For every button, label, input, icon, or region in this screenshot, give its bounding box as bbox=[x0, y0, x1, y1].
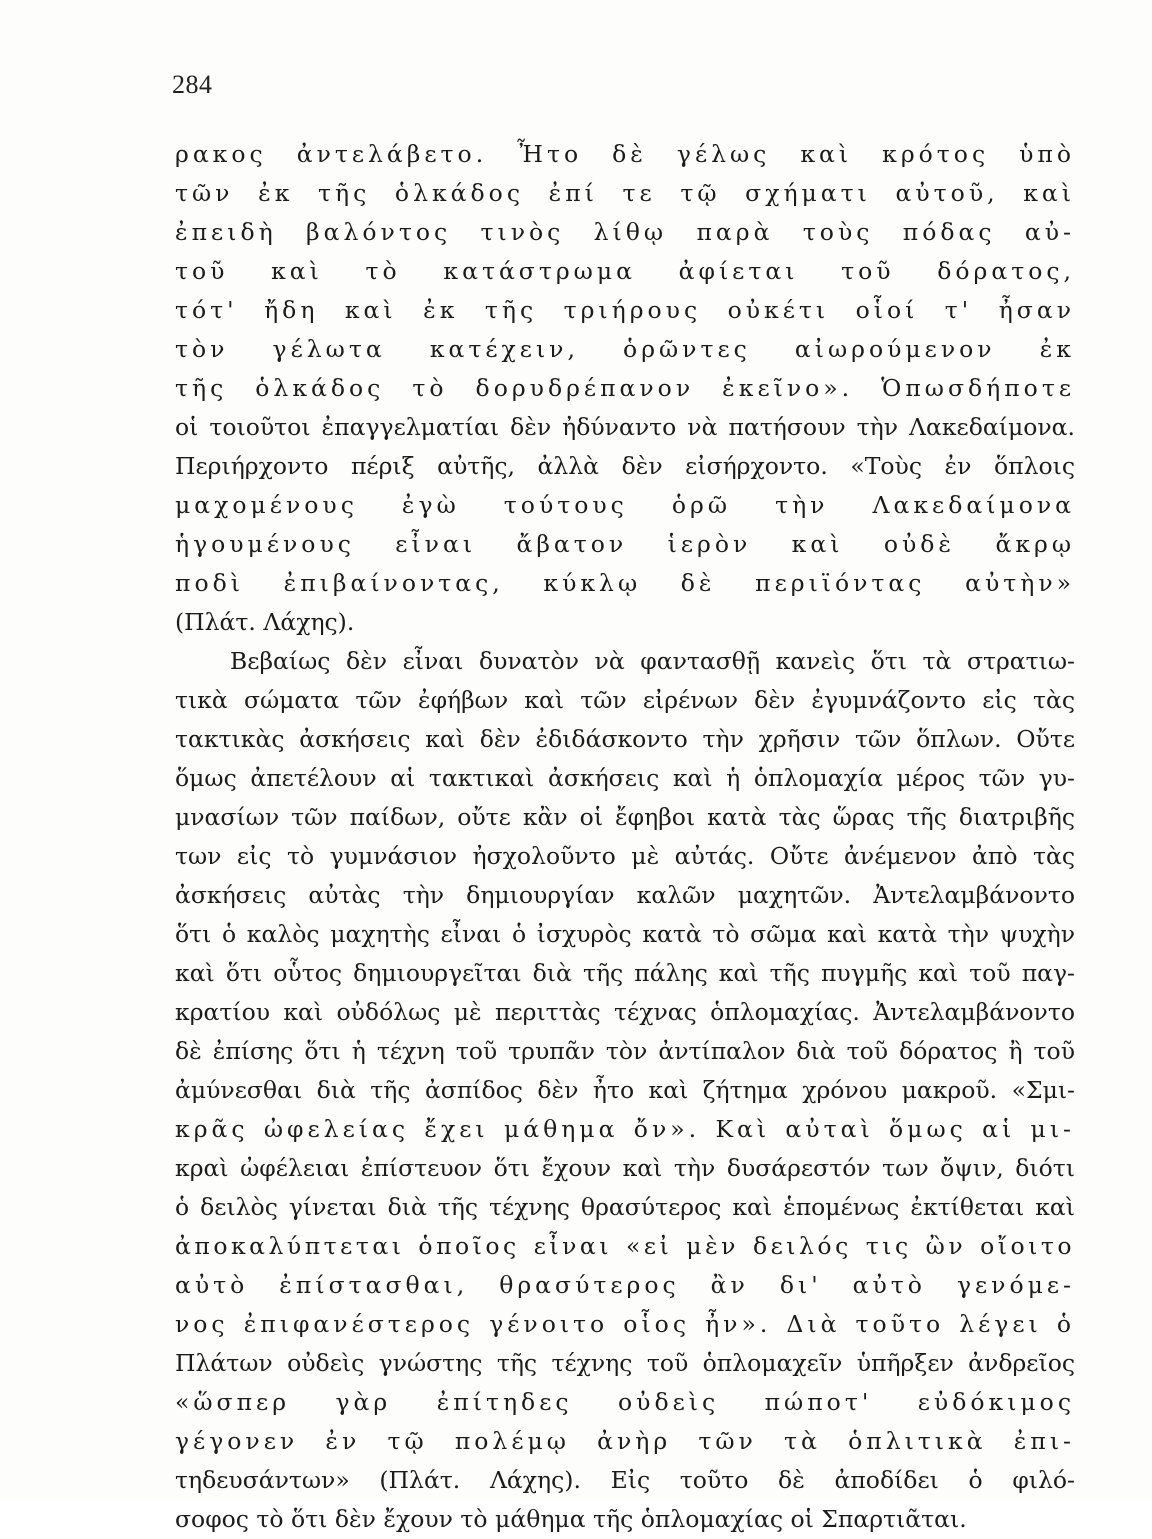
text-line: ὅμως ἀπετέλουν αἱ τακτικαὶ ἀσκήσεις καὶ ἡ ὁπλομαχία μέρος τῶν γυ- bbox=[175, 764, 1075, 792]
text-line: κραὶ ὠφέλειαι ἐπίστευον ὅτι ἔχουν καὶ τὴν δυσάρεστόν των ὄψιν, διότι bbox=[175, 1154, 1075, 1182]
text-line: νος ἐπιφανέστερος γένοιτο οἷος ἦν». Διὰ τοῦτο λέγει ὁ bbox=[175, 1310, 1075, 1338]
text-line: Πλάτων οὐδεὶς γνώστης τῆς τέχνης τοῦ ὁπλομαχεῖν ὑπῆρξεν ἀνδρεῖος bbox=[175, 1349, 1075, 1377]
text-line: (Πλάτ. Λάχης). bbox=[175, 608, 355, 636]
text-line: τηδευσάντων» (Πλάτ. Λάχης). Εἰς τοῦτο δὲ ἀποδίδει ὁ φιλό- bbox=[175, 1466, 1075, 1494]
text-line: ἐπειδὴ βαλόντος τινὸς λίθῳ παρὰ τοὺς πόδας αὐ- bbox=[175, 218, 1075, 246]
text-line: ποδὶ ἐπιβαίνοντας, κύκλῳ δὲ περιϊόντας αὐτὴν» bbox=[175, 569, 1075, 597]
text-line: κρᾶς ὠφελείας ἔχει μάθημα ὄν». Καὶ αὐταὶ ὅμως αἱ μι- bbox=[175, 1115, 1075, 1143]
text-line: Βεβαίως δὲν εἶναι δυνατὸν νὰ φαντασθῇ κανεὶς ὅτι τὰ στρατιω- bbox=[230, 647, 1075, 675]
paragraph-1 bbox=[175, 135, 1075, 642]
text-line: Περιήρχοντο πέριξ αὐτῆς, ἀλλὰ δὲν εἰσήρχοντο. «Τοὺς ἐν ὅπλοις bbox=[175, 452, 1075, 480]
text-line: τῆς ὁλκάδος τὸ δορυδρέπανον ἐκεῖνο». Ὁπωσδήποτε bbox=[175, 374, 1075, 402]
text-line: τοῦ καὶ τὸ κατάστρωμα ἀφίεται τοῦ δόρατος, bbox=[175, 257, 1075, 285]
page-number: 284 bbox=[172, 70, 213, 99]
text-line: ὁ δειλὸς γίνεται διὰ τῆς τέχνης θρασύτερος καὶ ἑπομένως ἐκτίθεται καὶ bbox=[175, 1193, 1075, 1221]
text-line: σοφος τὸ ὅτι δὲν ἔχουν τὸ μάθημα τῆς ὁπλομαχίας οἱ Σπαρτιᾶται. bbox=[175, 1505, 967, 1533]
text-line: τότ' ἤδη καὶ ἐκ τῆς τριήρους οὐκέτι οἷοί τ' ἦσαν bbox=[175, 296, 1075, 324]
text-line: τῶν ἐκ τῆς ὁλκάδος ἐπί τε τῷ σχήματι αὐτοῦ, καὶ bbox=[175, 179, 1075, 207]
text-line: ρακος ἀντελάβετο. Ἦτο δὲ γέλως καὶ κρότος ὑπὸ bbox=[175, 140, 1075, 168]
text-line: τικὰ σώματα τῶν ἐφήβων καὶ τῶν εἰρένων δὲν ἐγυμνάζοντο εἰς τὰς bbox=[175, 686, 1075, 714]
text-line: «ὥσπερ γὰρ ἐπίτηδες οὐδεὶς πώποτ' εὐδόκιμος bbox=[175, 1388, 1075, 1416]
body-text bbox=[175, 135, 1075, 1539]
text-line: οἱ τοιοῦτοι ἐπαγγελματίαι δὲν ἠδύναντο νὰ πατήσουν τὴν Λακεδαίμονα. bbox=[175, 413, 1075, 441]
text-line: τὸν γέλωτα κατέχειν, ὁρῶντες αἰωρούμενον ἐκ bbox=[175, 335, 1075, 363]
text-line: ἀμύνεσθαι διὰ τῆς ἀσπίδος δὲν ἦτο καὶ ζήτημα χρόνου μακροῦ. «Σμι- bbox=[175, 1076, 1075, 1104]
text-line: των εἰς τὸ γυμνάσιον ἠσχολοῦντο μὲ αὐτάς. Οὔτε ἀνέμενον ἀπὸ τὰς bbox=[175, 842, 1075, 870]
text-line: ἡγουμένους εἶναι ἄβατον ἱερὸν καὶ οὐδὲ ἄκρῳ bbox=[175, 530, 1075, 558]
text-line: ἀσκήσεις αὐτὰς τὴν δημιουργίαν καλῶν μαχητῶν. Ἀντελαμβάνοντο bbox=[175, 881, 1075, 909]
text-line: μνασίων τῶν παίδων, οὔτε κἂν οἱ ἔφηβοι κατὰ τὰς ὥρας τῆς διατριβῆς bbox=[175, 803, 1075, 831]
text-line: αὐτὸ ἐπίστασθαι, θρασύτερος ἂν δι' αὐτὸ γενόμε- bbox=[175, 1271, 1075, 1299]
text-line: ὅτι ὁ καλὸς μαχητὴς εἶναι ὁ ἰσχυρὸς κατὰ τὸ σῶμα καὶ κατὰ τὴν ψυχὴν bbox=[175, 920, 1075, 948]
text-line: μαχομένους ἐγὼ τούτους ὁρῶ τὴν Λακεδαίμονα bbox=[175, 491, 1075, 519]
text-line: καὶ ὅτι οὗτος δημιουργεῖται διὰ τῆς πάλης καὶ τῆς πυγμῆς καὶ τοῦ παγ- bbox=[175, 959, 1075, 987]
paragraph-2 bbox=[175, 642, 1075, 1539]
text-line: τακτικὰς ἀσκήσεις καὶ δὲν ἐδιδάσκοντο τὴν χρῆσιν τῶν ὅπλων. Οὔτε bbox=[175, 725, 1075, 753]
text-line: δὲ ἐπίσης ὅτι ἡ τέχνη τοῦ τρυπᾶν τὸν ἀντίπαλον διὰ τοῦ δόρατος ἢ τοῦ bbox=[175, 1037, 1075, 1065]
text-line: κρατίου καὶ οὐδόλως μὲ περιττὰς τέχνας ὁπλομαχίας. Ἀντελαμβάνοντο bbox=[175, 998, 1075, 1026]
text-line: γέγονεν ἐν τῷ πολέμῳ ἀνὴρ τῶν τὰ ὁπλιτικὰ ἐπι- bbox=[175, 1427, 1075, 1455]
text-line: ἀποκαλύπτεται ὁποῖος εἶναι «εἰ μὲν δειλός τις ὢν οἴοιτο bbox=[175, 1232, 1075, 1260]
